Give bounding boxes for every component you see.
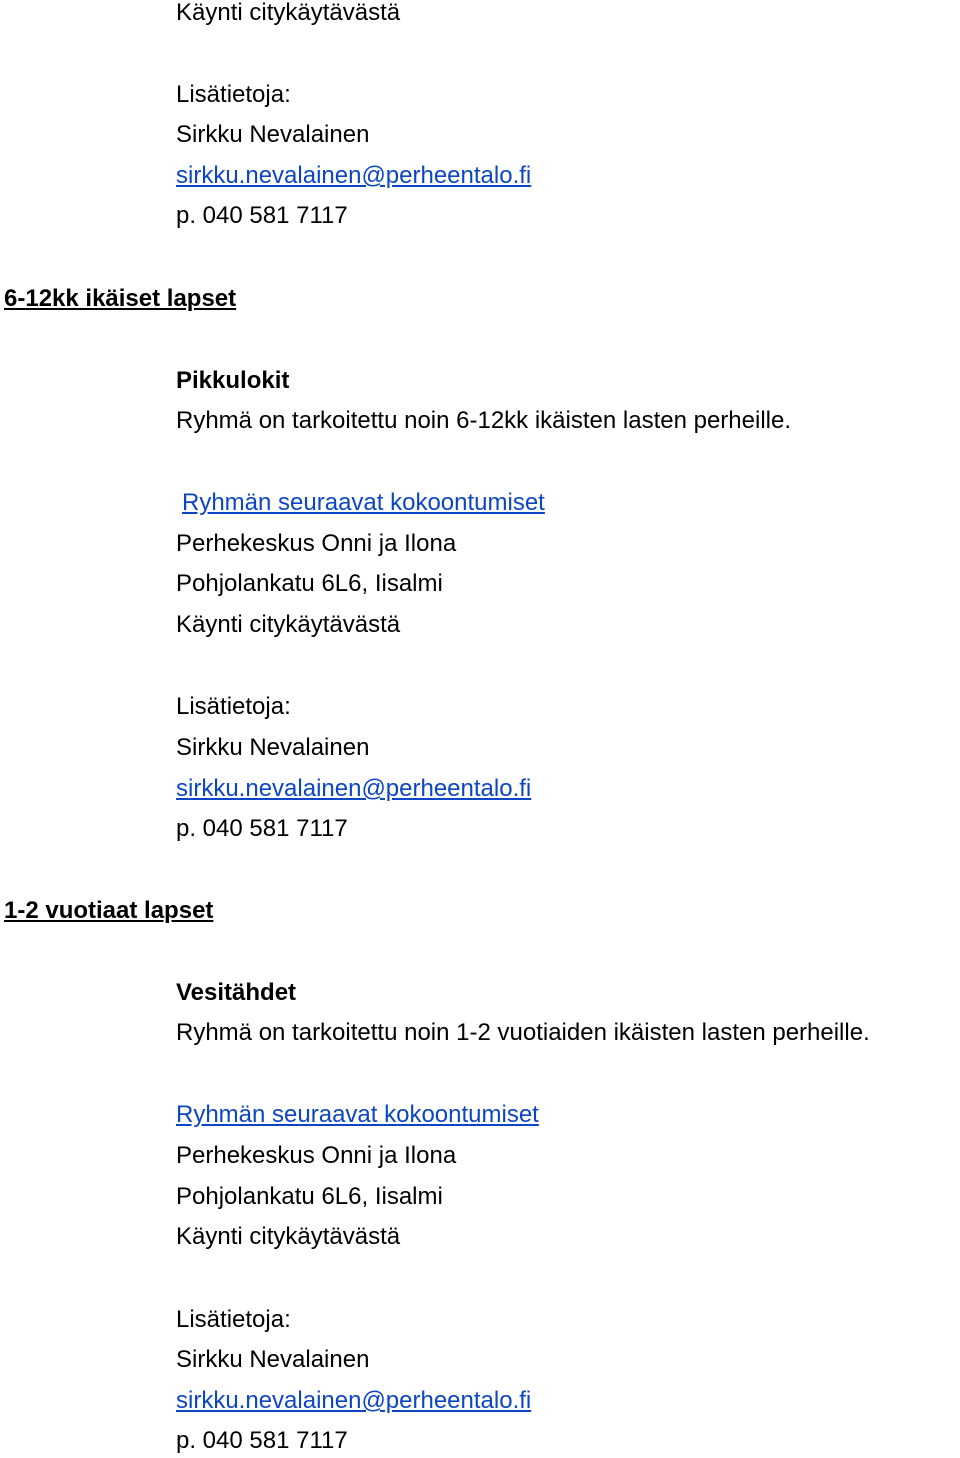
group-description: Ryhmä on tarkoitettu noin 6-12kk ikäisten lasten perheille. <box>176 407 791 434</box>
group-name-pikkulokit: Pikkulokit <box>176 367 290 394</box>
contact-name: Sirkku Nevalainen <box>176 121 370 148</box>
contact-email-link[interactable]: sirkku.nevalainen@perheentalo.fi <box>176 1387 532 1414</box>
contact-email-link[interactable]: sirkku.nevalainen@perheentalo.fi <box>176 775 532 802</box>
contact-phone: p. 040 581 7117 <box>176 815 348 842</box>
contact-name: Sirkku Nevalainen <box>176 1346 370 1373</box>
venue-name: Perhekeskus Onni ja Ilona <box>176 530 457 557</box>
section-heading-6-12kk: 6-12kk ikäiset lapset <box>4 285 237 312</box>
contact-email-link[interactable]: sirkku.nevalainen@perheentalo.fi <box>176 162 532 189</box>
venue-address: Pohjolankatu 6L6, Iisalmi <box>176 570 443 597</box>
venue-name: Perhekeskus Onni ja Ilona <box>176 1142 457 1169</box>
info-label: Lisätietoja: <box>176 693 291 720</box>
contact-name: Sirkku Nevalainen <box>176 734 370 761</box>
group-description: Ryhmä on tarkoitettu noin 1-2 vuotiaiden ikäisten lasten perheille. <box>176 1019 870 1046</box>
meetings-link[interactable]: Ryhmän seuraavat kokoontumiset <box>176 1101 539 1128</box>
meetings-link[interactable]: Ryhmän seuraavat kokoontumiset <box>182 489 545 516</box>
visit-note: Käynti citykäytävästä <box>176 0 401 26</box>
contact-phone: p. 040 581 7117 <box>176 202 348 229</box>
group-name-vesitahdet: Vesitähdet <box>176 979 297 1006</box>
venue-address: Pohjolankatu 6L6, Iisalmi <box>176 1183 443 1210</box>
info-label: Lisätietoja: <box>176 1306 291 1333</box>
visit-note: Käynti citykäytävästä <box>176 1223 401 1250</box>
info-label: Lisätietoja: <box>176 81 291 108</box>
section-heading-1-2v: 1-2 vuotiaat lapset <box>4 897 214 924</box>
visit-note: Käynti citykäytävästä <box>176 611 401 638</box>
contact-phone: p. 040 581 7117 <box>176 1427 348 1454</box>
